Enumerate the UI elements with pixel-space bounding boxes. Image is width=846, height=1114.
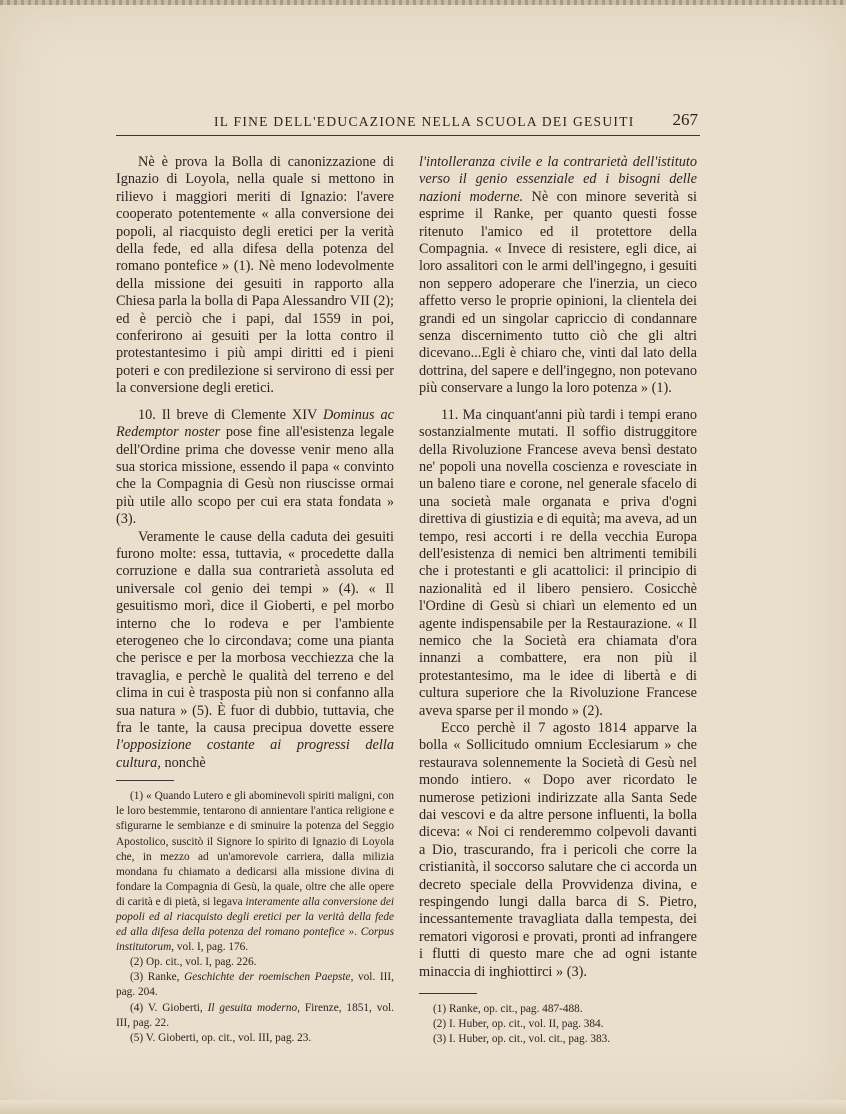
page-bottom-edge: [0, 1100, 846, 1114]
paragraph-continued: l'intolleranza civile e la contrarietà dell'istituto verso il genio essenziale ed i bisogni delle nazioni moderne. Nè con minore severità si esprime il Ranke, per quanto questi fosse ritenuto l'amico ed il protettore della Compagnia. « Invece di resistere, egli dice, ai loro assalitori con le armi dell'ingegno, i gesuiti non seppero adoperare che l'inerzia, un cieco affetto verso le proprie opinioni, la clientela dei grandi ed un singolar capriccio di condannare senza discernimento tutto ciò che gli altri dicevano...Egli è chiaro che, vinti dal lato della dottrina, del sapere e dell'ingegno, non potevano più conservare a lungo la loro potenza » (1).: [419, 154, 698, 397]
footnote-rule: [419, 993, 477, 994]
right-column: [419, 154, 697, 1047]
header-rule: [116, 135, 700, 136]
footnote-rule: [116, 780, 174, 781]
paragraph-section-11: 11. Ma cinquant'anni più tardi i tempi erano sostanzialmente mutati. Il soffio distruggitore della Rivoluzione Francese aveva bensì destato ne' popoli una novella coscienza e rovesciate in un baleno tiare e corone, nel generale sfacelo di una società male organata e priva d'ogni direttiva di giustizia e di equità; ma aveva, ad un tempo, resi accorti i re della vecchia Europa dell'esistenza di nemici ben altrimenti temibili che i protestanti e gli acattolici: il principio di nazionalità ed il libero pensiero. Cosicchè l'Ordine di Gesù si chiarì un elemento ed un agente indispensabile per la Restaurazione. « Il nemico che la Società era chiamata d'ora innanzi a combattere, era non più il protestantesimo, ma le idee di libertà e di cultura superiore che la Rivoluzione Francese aveva sparse per il mondo » (2).: [419, 406, 697, 719]
left-column: [116, 154, 394, 1046]
paragraph-section-10: 10. Il breve di Clemente XIV Dominus ac Redemptor noster pose fine all'esistenza legale dell'Ordine prima che dovesse venir meno alla sua storica missione, essendo il papa « convinto che la Compagnia di Gesù non riuscisse ormai più utile allo scopo per cui era stata fondata » (3).: [116, 406, 395, 528]
footnote-3: (3) I. Huber, op. cit., vol. cit., pag. 383.: [433, 1033, 611, 1046]
paragraph: Ecco perchè il 7 agosto 1814 apparve la bolla « Sollicitudo omnium Ecclesiarum » che restaurava solennemente la Società di Gesù nel mondo intiero. « Dopo aver ricordato le numerose petizioni indirizzate alla Santa Sede dai vescovi e da altre persone influenti, la bolla diceva: « Noi ci renderemmo colpevoli davanti a Dio, trascurando, fra i pericoli che corre la cristianità, il soccorso salutare che ci accorda un decreto speciale della Provvidenza divina, e respingendo lungi dalla barca di S. Pietro, incessantemente travagliata dalla tempesta, dei rematori vigorosi e provati, pronti ad infrangere i flutti di questo mare che ad ogni istante minaccia di inghiottirci » (3).: [419, 720, 697, 980]
page-number: 267: [672, 110, 698, 129]
footnote-1: (1) « Quando Lutero e gli abominevoli spiriti maligni, con le loro bestemmie, tentarono di annientare l'antica religione e sfigurarne le sembianze e di sminuire la potenza del Seggio Apostolico, suscitò il Signore lo spirito di Ignazio di Loyola che, in mezzo ad un'amorevole carriera, dalla milizia mondana fu chiamato a dedicarsi alla missione divina di fondare la Compagnia di Gesù, la quale, oltre che alle opere di carità e di pietà, si legava interamente alla conversione dei popoli ed al riacquisto degli eretici per la verità della fede ed alla difesa della potenza del romano pontefice ». Corpus institutorum, vol. I, pag. 176.: [116, 790, 395, 954]
running-title: IL FINE DELL'EDUCAZIONE NELLA SCUOLA DEI GESUITI: [214, 114, 635, 129]
footnote-2: (2) Op. cit., vol. I, pag. 226.: [130, 956, 257, 969]
footnotes-right: [419, 1002, 697, 1047]
footnote-4: (4) V. Gioberti, Il gesuita moderno, Firenze, 1851, vol. III, pag. 22.: [116, 1001, 394, 1029]
footnote-5: (5) V. Gioberti, op. cit., vol. III, pag. 23.: [130, 1031, 312, 1044]
page-header: [116, 110, 700, 134]
footnote-1: (1) Ranke, op. cit., pag. 487-488.: [433, 1003, 583, 1016]
footnote-2: (2) I. Huber, op. cit., vol. II, pag. 384.: [433, 1018, 604, 1031]
page-top-edge: [0, 0, 846, 5]
paragraph: Nè è prova la Bolla di canonizzazione di Ignazio di Loyola, nella quale si mettono in rilievo i maggiori meriti di Ignazio: l'avere cooperato potentemente « alla conversione dei popoli, al riacquisto degli eretici per la verità della fede, ed alla difesa della potenza del romano pontefice » (1). Nè meno lodevolmente della missione dei gesuiti in rapporto alla Chiesa parla la bolla di Papa Alessandro VII (2); ed è perciò che i papi, dal 1559 in poi, conferirono ai gesuiti per la lotta contro il protestantesimo i più ampi diritti ed i pieni poteri e con predilezione si servirono di essi per la conversione degli eretici.: [116, 154, 394, 397]
paragraph: Veramente le cause della caduta dei gesuiti furono molte: essa, tuttavia, « procedette dalla corruzione e dalla sua contrarietà assoluta ed universale col genio dei tempi » (4). « Il gesuitismo morì, dice il Gioberti, e pel morbo interno che lo rodeva e per l'ambiente eterogeneo che lo circondava; come una pianta che perisce e per la morbosa vecchiezza che la travaglia, e perchè le qualità del terreno e del clima in cui è trasposta più non si confanno alla sua natura » (5). È fuor di dubbio, tuttavia, che fra le tante, la causa precipua dovette essere l'opposizione costante ai progressi della cultura, nonchè: [116, 528, 394, 771]
footnote-3: (3) Ranke, Geschichte der roemischen Paepste, vol. III, pag. 204.: [116, 971, 394, 999]
footnotes-left: [116, 789, 394, 1046]
